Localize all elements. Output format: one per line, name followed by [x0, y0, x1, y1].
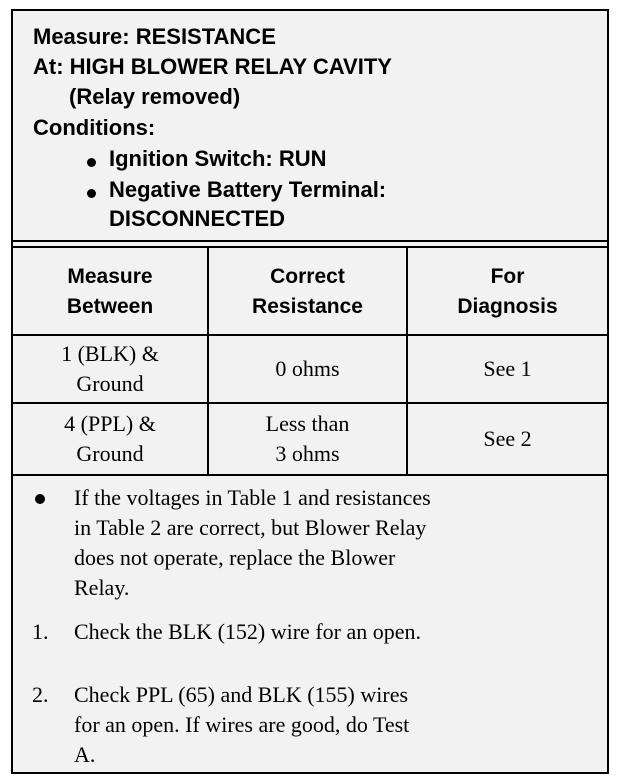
row-divider [13, 474, 607, 476]
table-row-1-resistance: 0 ohms [275, 356, 340, 381]
table-row-2-between: 4 (PPL) & Ground [64, 411, 156, 466]
table-row-1-diagnosis: See 1 [483, 356, 532, 381]
diagnostic-card [11, 9, 609, 774]
column-header-for-diagnosis: For Diagnosis [457, 265, 558, 318]
bullet-icon [87, 189, 96, 198]
bullet-icon [87, 158, 96, 167]
divider [13, 240, 607, 242]
condition-2-cont: DISCONNECTED [109, 206, 286, 231]
condition-2: Negative Battery Terminal: [109, 177, 387, 202]
condition-1: Ignition Switch: RUN [109, 146, 327, 171]
location-note: (Relay removed) [69, 84, 241, 109]
note-1-number: 1. [32, 619, 49, 644]
note-2: Check PPL (65) and BLK (155) wires for an open. If wires are good, do Test A. [74, 682, 410, 767]
column-header-measure-between: Measure Between [66, 265, 154, 318]
table-row-2-resistance: Less than 3 ohms [265, 411, 350, 466]
table-row-1-between: 1 (BLK) & Ground [61, 341, 159, 396]
divider [13, 246, 607, 248]
measurement-header [13, 11, 607, 242]
measure-type: Measure: RESISTANCE [33, 24, 276, 49]
note-1: Check the BLK (152) wire for an open. [74, 619, 422, 644]
bullet-icon [35, 494, 45, 504]
note-2-number: 2. [32, 682, 49, 707]
column-header-correct-resistance: Correct Resistance [252, 265, 363, 318]
measure-location: At: HIGH BLOWER RELAY CAVITY [33, 54, 392, 79]
note-bullet: If the voltages in Table 1 and resistances in Table 2 are correct, but Blower Relay does not operate, replace the Blower Relay. [74, 485, 431, 600]
table-row-2-diagnosis: See 2 [483, 426, 532, 451]
conditions-label: Conditions: [33, 115, 156, 140]
